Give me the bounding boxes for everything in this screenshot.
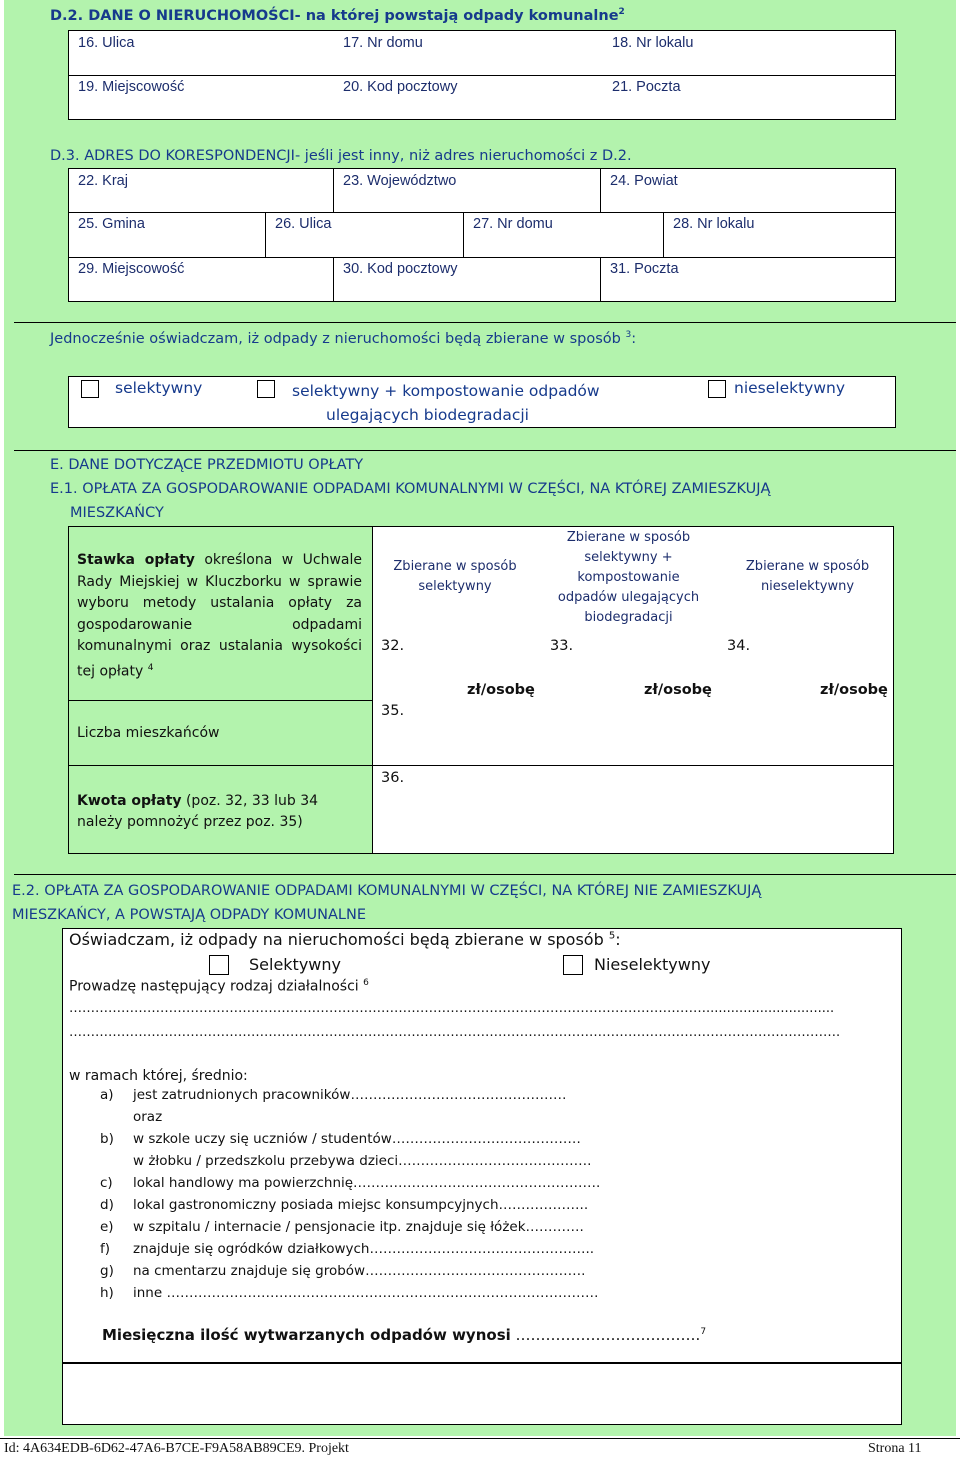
e2-activity-footnote: 6 — [363, 978, 369, 988]
e2-activity-line-2[interactable]: ……………………………………………………………………………………………………………………………………………………………. — [69, 1025, 841, 1040]
residents-label: Liczba mieszkańców — [77, 725, 220, 741]
list-item-letter: b) — [100, 1131, 114, 1147]
list-item[interactable] — [100, 1219, 860, 1241]
d2-city-field[interactable]: 19. Miejscowość — [78, 79, 185, 95]
d3-voivodeship-field[interactable]: 23. Województwo — [343, 173, 457, 189]
d3-col-divider — [600, 168, 601, 212]
d3-col-divider — [333, 257, 334, 302]
rate-footnote: 4 — [147, 662, 154, 673]
e2-non-selective-label: Nieselektywny — [594, 955, 711, 974]
list-item[interactable] — [100, 1197, 860, 1219]
declaration-sentence: Jednocześnie oświadczam, iż odpady z nieruchomości będą zbierane w sposób — [50, 330, 621, 347]
list-item-letter: g) — [100, 1263, 114, 1279]
section-e1-header-line2: MIESZKAŃCY — [70, 505, 164, 521]
fee-label-text: (poz. 32, 33 lub 34 należy pomnożyć przez poz. 35) — [77, 793, 319, 830]
d3-row-divider-1 — [68, 212, 896, 213]
d2-house-number-field[interactable]: 17. Nr domu — [343, 35, 423, 51]
d3-house-number-field[interactable]: 27. Nr domu — [473, 216, 553, 232]
e2-declaration-footnote: 5 — [608, 930, 616, 942]
e2-non-selective-checkbox[interactable] — [563, 955, 583, 975]
fee-label — [77, 791, 327, 833]
d3-street-field[interactable]: 26. Ulica — [275, 216, 332, 232]
footer-page-number: Strona 11 — [868, 1441, 922, 1456]
d3-col-divider — [333, 168, 334, 212]
non-selective-label: nieselektywny — [734, 379, 846, 397]
monthly-waste-footnote: 7 — [700, 1327, 707, 1337]
list-item[interactable] — [100, 1285, 860, 1307]
declaration-colon: : — [631, 330, 637, 347]
e2-selective-label: Selektywny — [249, 955, 341, 974]
rate-description-bold: Stawka opłaty — [77, 552, 195, 568]
list-item[interactable] — [100, 1109, 860, 1131]
monthly-waste-dots: ………………………………. — [515, 1326, 701, 1344]
col-selective-header: Zbierane w sposób selektywny — [393, 559, 517, 594]
footer-divider — [0, 1438, 960, 1439]
section-d2-title: D.2. DANE O NIERUCHOMOŚCI- na której powstają odpady komunalne — [50, 7, 619, 24]
field-32-unit[interactable]: zł/osobę — [467, 682, 535, 698]
d3-address-box — [68, 168, 896, 302]
footer-id: Id: 4A634EDB-6D62-47A6-B7CE-F9A58AB89CE9. Projekt — [4, 1441, 349, 1456]
col-non-selective-header: Zbierane w sposób nieselektywny — [745, 559, 870, 594]
e2-declaration-text: Oświadczam, iż odpady na nieruchomości będą zbierane w sposób — [69, 930, 604, 949]
list-item-letter: a) — [100, 1087, 114, 1103]
d2-street-field[interactable]: 16. Ulica — [78, 35, 135, 51]
declaration-footnote: 3 — [625, 330, 632, 340]
e2-bottom-white-area — [62, 1363, 902, 1425]
col-selective-compost-header: Zbierane w sposób selektywny + kompostowanie odpadów ulegających biodegradacji — [557, 530, 700, 625]
selective-compost-checkbox[interactable] — [257, 380, 275, 398]
list-item[interactable] — [100, 1153, 860, 1175]
field-33-number: 33. — [550, 638, 574, 654]
d3-col-divider — [600, 257, 601, 302]
list-item-text: na cmentarzu znajduje się grobów…………………………………………. — [133, 1263, 586, 1279]
list-item[interactable] — [100, 1241, 860, 1263]
e2-within-label: w ramach której, średnio: — [69, 1068, 248, 1084]
section-e-header: E. DANE DOTYCZĄCE PRZEDMIOTU OPŁATY — [50, 457, 364, 473]
e2-items-list — [100, 1087, 860, 1307]
d2-apartment-number-field[interactable]: 18. Nr lokalu — [612, 35, 694, 51]
fee-label-bold: Kwota opłaty — [77, 793, 182, 809]
list-item[interactable] — [100, 1131, 860, 1153]
d2-zip-field[interactable]: 20. Kod pocztowy — [343, 79, 458, 95]
section-e1-header: E.1. OPŁATA ZA GOSPODAROWANIE ODPADAMI KOMUNALNYMI W CZĘŚCI, NA KTÓREJ ZAMIESZKUJĄ — [50, 481, 771, 497]
e1-row-divider — [68, 700, 372, 701]
e2-declaration-colon: : — [615, 930, 621, 949]
list-item-text: w żłobku / przedszkolu przebywa dzieci……………………………………. — [133, 1153, 592, 1169]
section-e2-header-line2: MIESZKAŃCY, A POWSTAJĄ ODPADY KOMUNALNE — [12, 907, 366, 923]
field-35-number[interactable]: 35. — [381, 703, 405, 719]
d3-county-field[interactable]: 24. Powiat — [610, 173, 678, 189]
e2-selective-checkbox[interactable] — [209, 955, 229, 975]
d3-apartment-number-field[interactable]: 28. Nr lokalu — [673, 216, 755, 232]
selective-checkbox[interactable] — [81, 380, 99, 398]
rate-description — [77, 550, 362, 683]
section-d2-footnote: 2 — [618, 7, 625, 17]
e1-row-divider — [68, 765, 894, 766]
selective-compost-label-line1: selektywny + kompostowanie odpadów — [292, 382, 600, 400]
section-d3-header: D.3. ADRES DO KORESPONDENCJI- jeśli jest inny, niż adres nieruchomości z D.2. — [50, 148, 632, 164]
selective-compost-label-line2: ulegających biodegradacji — [326, 406, 529, 424]
d3-post-field[interactable]: 31. Poczta — [610, 261, 679, 277]
selective-label: selektywny — [115, 379, 203, 397]
field-34-unit[interactable]: zł/osobę — [820, 682, 888, 698]
list-item-text: inne …………………………………………………………………………………… — [133, 1285, 599, 1301]
list-item-letter: e) — [100, 1219, 114, 1235]
section-e-divider — [14, 450, 956, 451]
monthly-waste-label: Miesięczna ilość wytwarzanych odpadów wynosi — [102, 1326, 511, 1344]
rate-description-text: określona w Uchwale Rady Miejskiej w Kluczborku w sprawie wyboru metody ustalania opłaty za gospodarowanie odpadami komunalnymi oraz ustalania wysokości tej opłaty — [77, 552, 363, 680]
list-item-text: jest zatrudnionych pracowników………………………………………… — [133, 1087, 567, 1103]
section-e2-header: E.2. OPŁATA ZA GOSPODAROWANIE ODPADAMI KOMUNALNYMI W CZĘŚCI, NA KTÓREJ NIE ZAMIESZKUJĄ — [12, 883, 762, 899]
d3-col-divider — [663, 212, 664, 257]
field-36-number[interactable]: 36. — [381, 770, 405, 786]
section-d2-header — [50, 7, 625, 24]
list-item-text: znajduje się ogródków działkowych………………………………………….. — [133, 1241, 595, 1257]
list-item-text: lokal handlowy ma powierzchnię………………………………………………. — [133, 1175, 601, 1191]
list-item-letter: h) — [100, 1285, 114, 1301]
list-item-text: lokal gastronomiczny posiada miejsc konsumpcyjnych……………….. — [133, 1197, 589, 1213]
list-item-letter: d) — [100, 1197, 114, 1213]
e2-activity-line-1[interactable]: …………………………………………………………………………………………………………………………………............................... — [69, 1001, 835, 1016]
d3-row-divider-2 — [68, 257, 896, 258]
d3-col-divider — [463, 212, 464, 257]
field-33-unit[interactable]: zł/osobę — [644, 682, 712, 698]
list-item-text: w szpitalu / internacie / pensjonacie itp. znajduje się łóżek…………. — [133, 1219, 584, 1235]
e2-activity-label — [69, 978, 369, 995]
list-item-letter: c) — [100, 1175, 113, 1191]
field-34-number: 34. — [727, 638, 751, 654]
section-e2-divider — [14, 874, 956, 875]
e2-activity-text: Prowadzę następujący rodzaj działalności — [69, 978, 359, 995]
list-item-text: w szkole uczy się uczniów / studentów…………………………………… — [133, 1131, 581, 1147]
d2-row-divider — [68, 75, 896, 76]
d3-col-divider — [265, 212, 266, 257]
list-item-letter: f) — [100, 1241, 111, 1257]
non-selective-checkbox[interactable] — [708, 380, 726, 398]
d3-zip-field[interactable]: 30. Kod pocztowy — [343, 261, 458, 277]
declaration-text — [50, 330, 636, 347]
d3-country-field[interactable]: 22. Kraj — [78, 173, 128, 189]
selective-compost-label — [292, 379, 600, 427]
list-item-text: oraz — [133, 1109, 163, 1125]
e2-declaration — [69, 930, 621, 949]
list-item[interactable] — [100, 1087, 860, 1109]
list-item[interactable] — [100, 1175, 860, 1197]
d3-city-field[interactable]: 29. Miejscowość — [78, 261, 185, 277]
d2-post-field[interactable]: 21. Poczta — [612, 79, 681, 95]
monthly-waste-line[interactable] — [102, 1326, 706, 1344]
field-32-number: 32. — [381, 638, 405, 654]
d3-commune-field[interactable]: 25. Gmina — [78, 216, 145, 232]
list-item[interactable] — [100, 1263, 860, 1285]
